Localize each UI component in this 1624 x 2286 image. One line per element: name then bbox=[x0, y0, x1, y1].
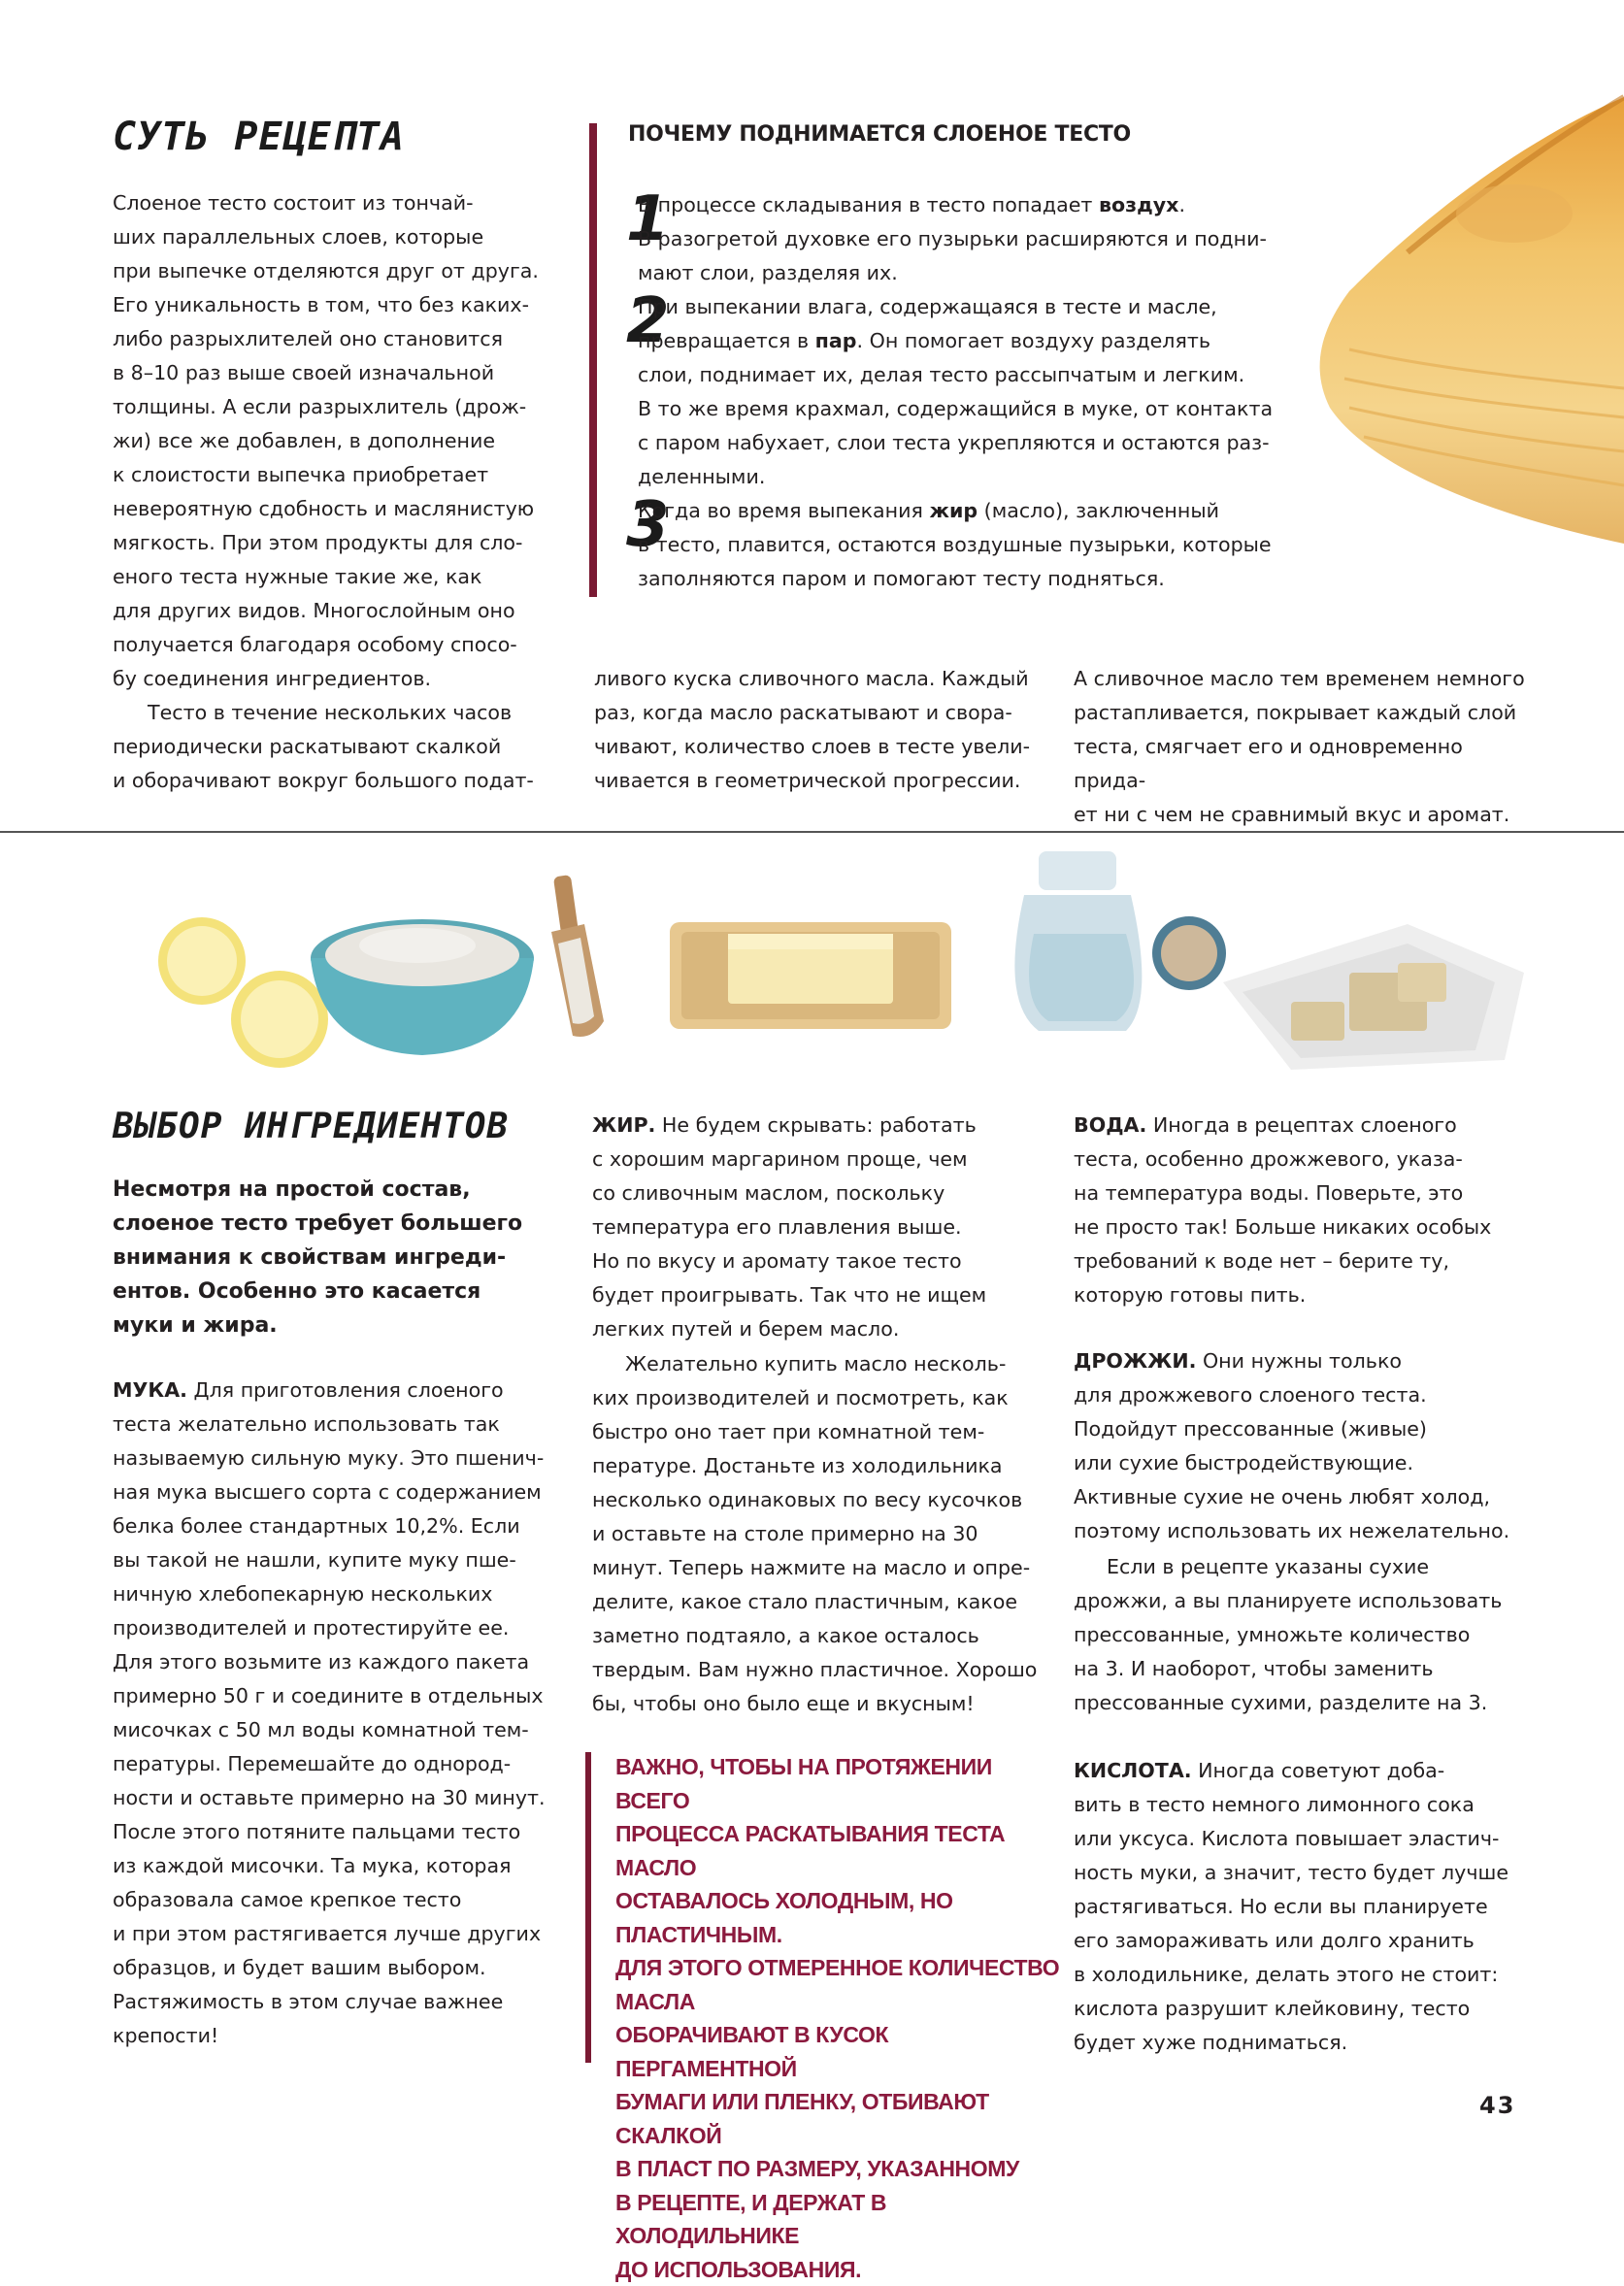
accent-bar bbox=[589, 123, 597, 597]
callout-bar bbox=[585, 1752, 591, 2063]
intro-paragraph: Слоеное тесто состоит из тончай- ших параллельных слоев, которые при выпечке отделяются друг от друга. Его уникальность в том, что без каких- либо разрыхлителей оно становится в 8–10 раз выше своей изначальной толщины. А если разрыхлитель (дрож- жи) все же добавлен, в дополнение к слоистости выпечка приобретает невероятную сдобность и маслянистую мягкость. При этом продукты для сло- еного теста нужные такие же, как для других видов. Многослойным оно получается благодаря особому спосо- бу соединения ингредиентов. bbox=[113, 191, 539, 690]
scoop-image bbox=[551, 875, 604, 1037]
flour-bowl-image bbox=[311, 919, 534, 1055]
page-number: 43 bbox=[1479, 2092, 1516, 2119]
step-text: При выпекании влага, содержащаяся в тесте и масле, превращается в пар. Он помогает воздуху разделять слои, поднимает их, делая тесто рассыпчатым и легким. В то же время крахмал, содержащийся в муке, от контакта с паром набухает, слои теста укрепляются и остаются раз- деленными. bbox=[638, 295, 1274, 488]
fat-paragraph-2: Желательно купить масло несколь- ких производителей и посмотреть, как быстро оно тает при комнатной тем- пературе. Достаньте из холодильника несколько одинаковых по весу кусочков и оставьте на столе примерно на 30 минут. Теперь нажмите на масло и опре- делите, какое стало пластичным, какое заметно подтаяло, а какое осталось твердым. Вам нужно пластичное. Хорошо бы, чтобы оно было еще и вкусным! bbox=[592, 1352, 1038, 1715]
callout-text: ВАЖНО, ЧТОБЫ НА ПРОТЯЖЕНИИ ВСЕГО ПРОЦЕССА РАСКАТЫВАНИЯ ТЕСТА МАСЛО ОСТАВАЛОСЬ ХОЛОДНЫМ, НО ПЛАСТИЧНЫМ. ДЛЯ ЭТОГО ОТМЕРЕННОЕ КОЛИЧЕСТВО МАСЛА ОБОРАЧИВАЮТ В КУСОК ПЕРГАМЕНТНОЙ БУМАГИ ИЛИ ПЛЕНКУ, ОТБИВАЮТ СКАЛКОЙ В ПЛАСТ ПО РАЗМЕРУ, УКАЗАННОМУ В РЕЦЕПТЕ, И ДЕРЖАТ В ХОЛОДИЛЬНИКЕ ДО ИСПОЛЬЗОВАНИЯ. bbox=[615, 1754, 1060, 2282]
why-step bbox=[626, 489, 1306, 596]
pastry-image bbox=[1291, 58, 1624, 582]
continuation-col3: А сливочное масло тем временем немного растапливается, покрывает каждый слой теста, смягчает его и одновременно прида- ет ни с чем не сравнимый вкус и аромат. bbox=[1074, 667, 1525, 826]
yeast-label: ДРОЖЖИ. bbox=[1074, 1349, 1197, 1373]
yeast-dish-image bbox=[1152, 916, 1226, 990]
fat-label: ЖИР. bbox=[592, 1113, 656, 1137]
fat-paragraph: ЖИР. Не будем скрывать: работать с хорошим маргарином проще, чем со сливочным маслом, поскольку температура его плавления выше. Но по вкусу и аромату такое тесто будет проигрывать. Так что не ищем легких путей и берем масло. bbox=[592, 1113, 987, 1341]
why-steps bbox=[626, 183, 1306, 596]
why-step bbox=[626, 183, 1306, 290]
water-paragraph: ВОДА. Иногда в рецептах слоеного теста, особенно дрожжевого, указа- на температура воды. Поверьте, это не просто так! Больше никаких особых требований к воде нет – берите ту, которую готовы пить. bbox=[1074, 1113, 1492, 1307]
flour-label: МУКА. bbox=[113, 1378, 187, 1402]
lead-paragraph: Несмотря на простой состав, слоеное тесто требует большего внимания к свойствам ингреди- ентов. Особенно это касается муки и жира. bbox=[113, 1177, 523, 1338]
acid-paragraph: КИСЛОТА. Иногда советуют доба- вить в тесто немного лимонного сока или уксуса. Кислота повышает эластич- ность муки, а значит, тесто будет лучше растягиваться. Но если вы планируете его замораживать или долго хранить в холодильнике, делать этого не стоит: кислота разрушит клейковину, тесто будет хуже подниматься. bbox=[1074, 1759, 1509, 2054]
section-divider bbox=[0, 831, 1624, 833]
yeast-paragraph: ДРОЖЖИ. Они нужны только для дрожжевого слоеного теста. Подойдут прессованные (живые) или сухие быстродействующие. Активные сухие не очень любят холод, поэтому использовать их нежелательно. bbox=[1074, 1349, 1510, 1542]
acid-label: КИСЛОТА. bbox=[1074, 1759, 1192, 1782]
why-step bbox=[626, 285, 1306, 494]
intro-paragraph-2: Тесто в течение нескольких часов периодически раскатывают скалкой и оборачивают вокруг большого подат- bbox=[113, 701, 534, 792]
water-label: ВОДА. bbox=[1074, 1113, 1147, 1137]
flour-paragraph: МУКА. Для приготовления слоеного теста желательно использовать так называемую сильную муку. Это пшенич- ная мука высшего сорта с содержанием белка более стандартных 10,2%. Если вы такой не нашли, купите муку пше- ничную хлебопекарную нескольких производителей и протестируйте ее. Для этого возьмите из каждого пакета примерно 50 г и соедините в отдельных мисочках с 50 мл воды комнатной тем- пературы. Перемешайте до однород- ности и оставьте примерно на 30 минут. После этого потяните пальцами тесто из каждой мисочки. Та мука, которая образовала самое крепкое тесто и при этом растягивается лучше других образцов, и будет вашим выбором. Растяжимость в этом случае важнее крепости! bbox=[113, 1378, 546, 2047]
step-number: 3 bbox=[626, 489, 670, 561]
continuation-col2: ливого куска сливочного масла. Каждый раз, когда масло раскатывают и свора- чивают, количество слоев в тесте увели- чивается в геометрической прогрессии. bbox=[594, 667, 1031, 792]
water-jug-image bbox=[1014, 851, 1142, 1031]
ingredients-title: ВЫБОР ИНГРЕДИЕНТОВ bbox=[113, 1107, 510, 1146]
lemon-image bbox=[158, 917, 328, 1068]
butter-plate-image bbox=[670, 922, 951, 1029]
fresh-yeast-image bbox=[1223, 924, 1524, 1070]
step-text: В процессе складывания в тесто попадает воздух. В разогретой духовке его пузырьки расширяются и подни- мают слои, разделяя их. bbox=[638, 193, 1267, 284]
yeast-paragraph-2: Если в рецепте указаны сухие дрожжи, а вы планируете использовать прессованные, умножьте количество на 3. И наоборот, чтобы заменить прессованные сухими, разделите на 3. bbox=[1074, 1555, 1503, 1714]
step-number: 1 bbox=[626, 183, 670, 255]
step-number: 2 bbox=[626, 285, 670, 357]
why-title: ПОЧЕМУ ПОДНИМАЕТСЯ СЛОЕНОЕ ТЕСТО bbox=[628, 122, 1131, 147]
step-text: Когда во время выпекания жир (масло), заключенный в тесто, плавится, остаются воздушные пузырьки, которые заполняются паром и помогают тесту подняться. bbox=[638, 499, 1272, 590]
section-title: СУТЬ РЕЦЕПТА bbox=[113, 115, 405, 159]
ingredients-photo bbox=[146, 837, 1524, 1079]
